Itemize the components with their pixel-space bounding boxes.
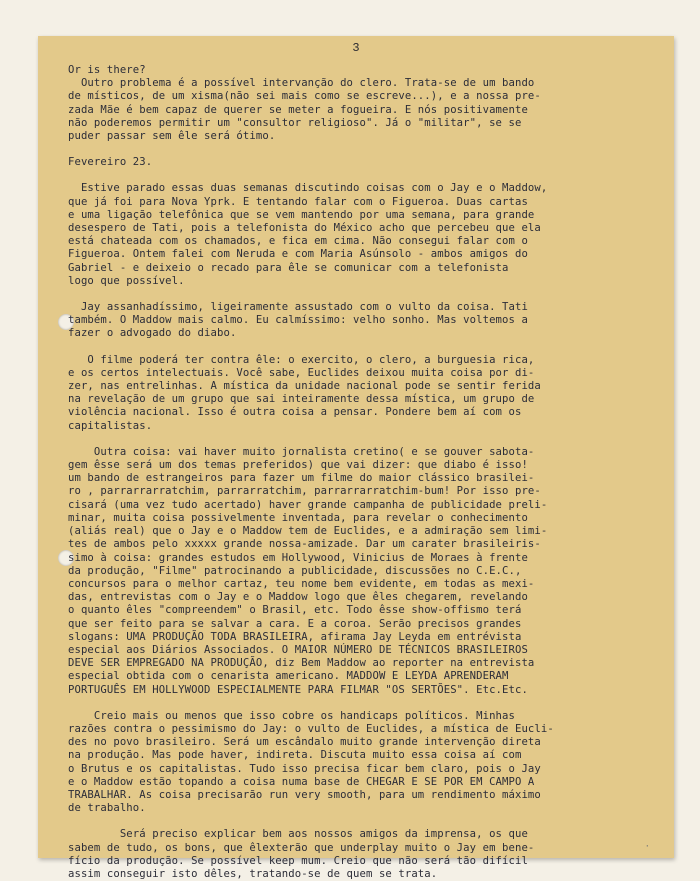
text-line: simo à coisa: grandes estudos em Hollywood, Vinicius de Moraes à frente <box>68 551 528 564</box>
text-line: Estive parado essas duas semanas discutindo coisas com o Jay e o Maddow, <box>68 182 548 195</box>
text-line: Figueroa. Ontem falei com Neruda e com Maria Asúnsolo - ambos amigos do <box>68 248 528 261</box>
text-line: slogans: UMA PRODUÇÃO TODA BRASILEIRA, afirama Jay Leyda em entrévista <box>68 630 522 643</box>
paragraph <box>68 710 668 816</box>
text-line: minar, muita coisa possivelmente inventada, para revelar o conhecimento <box>68 511 528 524</box>
paragraph <box>68 354 668 433</box>
paragraph <box>68 156 668 169</box>
paragraph-gap <box>68 433 668 446</box>
paragraph-gap <box>68 697 668 710</box>
text-line: concursos para o melhor cartaz, teu nome bem evidente, em todas as mexi- <box>68 577 535 590</box>
text-line: e uma ligação telefônica que se vem mantendo por uma semana, para grande <box>68 208 535 221</box>
text-line: Gabriel - e deixeio o recado para êle se comunicar com a telefonista <box>68 261 509 274</box>
text-line: e o Maddow estão topando a coisa numa base de CHEGAR E SE POR EM CAMPO A <box>68 775 535 788</box>
text-line: e os certos intelectuais. Você sabe, Euclides deixou muita coisa por di- <box>68 366 535 379</box>
page-number: 3 <box>352 41 360 55</box>
text-line: de místicos, de um xisma(não sei mais como se escreve...), e a nossa pre- <box>68 90 541 103</box>
text-line: Jay assanhadíssimo, ligeiramente assustado com o vulto da coisa. Tati <box>68 301 528 314</box>
paragraph-gap <box>68 143 668 156</box>
text-line: Or is there? <box>68 64 146 76</box>
text-line: das, entrevistas com o Jay e o Maddow logo que êles chegarem, revelando <box>68 591 528 604</box>
text-line: fazer o advogado do diabo. <box>68 327 237 340</box>
text-line: Outro problema é a possível intervanção do clero. Trata-se de um bando <box>68 77 535 90</box>
text-line: na revelação de um grupo que sai inteiramente dessa mística, um grupo de <box>68 393 535 406</box>
paragraph-gap <box>68 169 668 182</box>
text-line: TRABALHAR. As coisa precisarão run very smooth, para um rendimento máximo <box>68 788 541 801</box>
text-line: não poderemos permitir um "consultor religioso". Já o "militar", se se <box>68 116 522 129</box>
text-line: ro , parrarrarratchim, parrarratchim, parrarrarratchim-bum! Por isso pre- <box>68 485 541 498</box>
text-line: Creio mais ou menos que isso cobre os handicaps políticos. Minhas <box>68 709 515 722</box>
letter-page <box>38 36 674 880</box>
text-line: capitalistas. <box>68 419 153 432</box>
text-line: também. O Maddow mais calmo. Eu calmíssimo: velho sonho. Mas voltemos a <box>68 314 528 327</box>
text-line: cisará (uma vez tudo acertado) haver grande campanha de publicidade preli- <box>68 498 548 511</box>
text-line: que ser feito para se salvar a cara. E a coroa. Serão precisos grandes <box>68 617 522 630</box>
paragraph <box>68 64 668 143</box>
text-line: especial obtida com o cenarista americano. MADDOW E LEYDA APRENDERAM <box>68 670 509 683</box>
text-line: o Brutus e os capitalistas. Tudo isso precisa ficar bem claro, pois o Jay <box>68 762 541 775</box>
text-line: (aliás real) que o Jay e o Maddow tem de Euclides, e a admiração sem limi- <box>68 525 548 538</box>
text-line: zer, nas entrelinhas. A mística da unidade nacional pode se sentir ferida <box>68 380 541 393</box>
text-line: DEVE SER EMPREGADO NA PRODUÇÃO, diz Bem Maddow ao reporter na entrevista <box>68 657 535 670</box>
text-line: O filme poderá ter contra êle: o exercito, o clero, a burguesia rica, <box>68 353 535 366</box>
text-line: Fevereiro 23. <box>68 156 153 169</box>
text-line: assim conseguir isto dêles, tratando-se de quem se trata. <box>68 867 438 880</box>
paragraph <box>68 828 668 881</box>
text-line: violência nacional. Isso é outra coisa a pensar. Pondere bem aí com os <box>68 406 522 419</box>
edge-mark: · <box>644 842 650 852</box>
text-line: que já foi para Nova Yprk. E tentando falar com o Figueroa. Duas cartas <box>68 195 528 208</box>
paragraph-gap <box>68 341 668 354</box>
text-line: na produção. Mas pode haver, indireta. Discuta muito essa coisa aí com <box>68 749 522 762</box>
text-line: fício da produção. Se possível keep mum. Creio que não será tão difícil <box>68 854 528 867</box>
text-line: Será preciso explicar bem aos nossos amigos da imprensa, os que <box>68 828 528 841</box>
text-line: especial aos Diários Associados. O MAIOR NÚMERO DE TÉCNICOS BRASILEIROS <box>68 643 528 656</box>
text-line: zada Mãe é bem capaz de querer se meter a fogueira. E nós positivamente <box>68 103 528 116</box>
text-line: logo que possível. <box>68 274 185 287</box>
text-line: desespero de Tati, pois a telefonista do México acho que percebeu que ela <box>68 222 541 235</box>
text-line: PORTUGUÊS EM HOLLYWOOD ESPECIALMENTE PARA FILMAR "OS SERTÕES". Etc.Etc. <box>68 683 528 696</box>
paragraph-gap <box>68 288 668 301</box>
text-line: sabem de tudo, os bons, que êlexterão que underplay muito o Jay em bene- <box>68 841 535 854</box>
text-line: puder passar sem êle será ótimo. <box>68 130 276 143</box>
text-line: o quanto êles "compreendem" o Brasil, etc. Todo êsse show-offismo terá <box>68 604 522 617</box>
paragraph <box>68 182 668 288</box>
text-line: está chateada com os chamados, e fica em cima. Não consegui falar com o <box>68 235 528 248</box>
text-line: razões contra o pessimismo do Jay: o vulto de Euclides, a mística de Eucli- <box>68 722 554 735</box>
text-line: tes de ambos pelo xxxxx grande nossa-amizade. Dar um carater brasileiris- <box>68 538 541 551</box>
text-line: gem êsse será um dos temas preferidos) que vai dizer: que diabo é isso! <box>68 459 528 472</box>
paragraph-gap <box>68 815 668 828</box>
paragraph <box>68 301 668 341</box>
text-line: um bando de estrangeiros para fazer um filme do maior clássico brasilei- <box>68 472 535 485</box>
text-line: de trabalho. <box>68 802 146 815</box>
text-line: des no povo brasileiro. Será um escândalo muito grande intervenção direta <box>68 736 541 749</box>
text-line: Outra coisa: vai haver muito jornalista cretino( e se gouver sabota- <box>68 445 535 458</box>
text-line: da produção, "Filme" patrocinando a publicidade, discussões no C.E.C., <box>68 564 522 577</box>
paragraph <box>68 446 668 697</box>
letter-body <box>68 64 668 881</box>
